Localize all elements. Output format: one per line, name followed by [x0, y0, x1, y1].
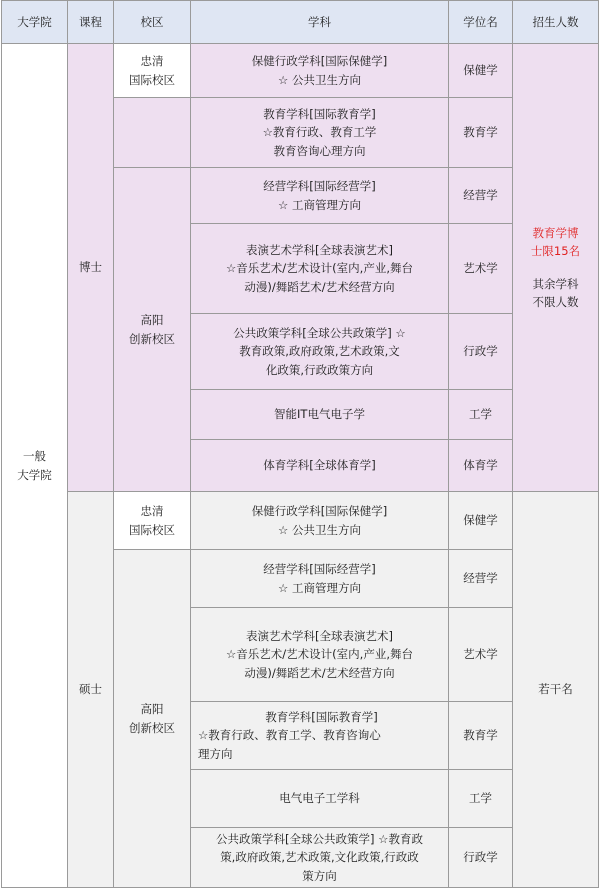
subject-cell [191, 168, 449, 224]
subject-line: ☆音乐艺术/艺术设计(室内,产业,舞台 [226, 261, 413, 276]
degree-cell: 艺术学 [449, 224, 513, 314]
graduate-school-cell [2, 44, 68, 888]
degree-cell: 体育学 [449, 440, 513, 492]
subject-line: 理方向 [198, 746, 233, 761]
quota-doctor-cell [513, 44, 599, 492]
subject-cell [191, 770, 449, 828]
campus-line: 创新校区 [129, 720, 175, 735]
header-subject: 学科 [191, 1, 449, 44]
subject-cell [191, 390, 449, 440]
admission-table [1, 0, 599, 888]
subject-line: ☆ 公共卫生方向 [278, 72, 361, 87]
campus-line: 忠清 [140, 504, 164, 519]
subject-line: 表演艺术学科[全球表演艺术] [246, 242, 393, 257]
subject-line: 策,政府政策,艺术政策,文化政策,行政政 [220, 850, 419, 865]
subject-cell [191, 550, 449, 608]
subject-line: 公共政策学科[全球公共政策学] ☆教育政 [216, 832, 423, 846]
subject-cell [191, 314, 449, 390]
subject-cell [191, 98, 449, 168]
subject-line: ☆ 公共卫生方向 [278, 522, 361, 537]
subject-line: ☆ 工商管理方向 [278, 197, 361, 212]
quota-master-cell: 若干名 [513, 492, 599, 888]
degree-cell: 教育学 [449, 702, 513, 770]
subject-cell [191, 702, 449, 770]
degree-cell: 艺术学 [449, 608, 513, 702]
degree-cell: 经营学 [449, 168, 513, 224]
subject-cell [191, 828, 449, 888]
subject-cell [191, 440, 449, 492]
quota-other-line: 不限人数 [532, 294, 579, 309]
header-quota: 招生人数 [513, 1, 599, 44]
subject-line: 体育学科[全球体育学] [263, 458, 376, 473]
campus-line: 国际校区 [129, 72, 175, 87]
degree-cell: 经营学 [449, 550, 513, 608]
degree-cell: 保健学 [449, 44, 513, 98]
course-master-cell: 硕士 [68, 492, 114, 888]
campus-cell [114, 492, 191, 550]
subject-line: ☆教育行政、教育工学 [262, 125, 377, 140]
subject-line: ☆ 工商管理方向 [278, 580, 361, 595]
campus-line: 高阳 [140, 702, 164, 717]
subject-line: 动漫)/舞蹈艺术/艺术经营方向 [244, 279, 395, 294]
campus-line: 高阳 [140, 313, 164, 328]
header-graduate-school: 大学院 [2, 1, 68, 44]
subject-line: 教育学科[国际教育学] [263, 106, 376, 121]
degree-cell: 工学 [449, 770, 513, 828]
subject-line: 经营学科[国际经营学] [263, 562, 376, 577]
course-doctor-cell: 博士 [68, 44, 114, 492]
campus-cell [114, 168, 191, 492]
subject-line: 教育咨询心理方向 [273, 143, 366, 158]
degree-cell: 工学 [449, 390, 513, 440]
subject-line: 动漫)/舞蹈艺术/艺术经营方向 [244, 665, 395, 680]
subject-line: 电气电子工学科 [279, 791, 360, 806]
subject-line: 策方向 [302, 868, 337, 883]
table-row [2, 492, 599, 550]
header-course: 课程 [68, 1, 114, 44]
subject-line: 化政策,行政政策方向 [265, 362, 374, 377]
subject-line: 保健行政学科[国际保健学] [251, 54, 388, 69]
campus-line: 创新校区 [129, 331, 175, 346]
campus-line: 国际校区 [129, 522, 175, 537]
subject-cell [191, 224, 449, 314]
quota-limit-line: 教育学博 [532, 225, 579, 240]
table-row [2, 44, 599, 98]
subject-line: 保健行政学科[国际保健学] [251, 504, 388, 519]
quota-limit-line: 士限15名 [530, 244, 581, 259]
subject-cell [191, 608, 449, 702]
quota-spacer [516, 261, 595, 275]
graduate-school-line: 大学院 [17, 467, 52, 482]
subject-line: ☆音乐艺术/艺术设计(室内,产业,舞台 [226, 647, 413, 662]
campus-cell-empty [114, 98, 191, 168]
header-row [2, 1, 599, 44]
subject-line: 教育学科[国际教育学] [265, 709, 378, 724]
subject-cell [191, 492, 449, 550]
subject-line: 经营学科[国际经营学] [263, 179, 376, 194]
degree-cell: 保健学 [449, 492, 513, 550]
header-campus: 校区 [114, 1, 191, 44]
campus-cell [114, 44, 191, 98]
campus-line: 忠清 [140, 54, 164, 69]
campus-cell [114, 550, 191, 888]
subject-line: 公共政策学科[全球公共政策学] ☆ [233, 325, 406, 340]
degree-cell: 行政学 [449, 314, 513, 390]
subject-line: 智能IT电气电子学 [274, 407, 365, 422]
graduate-school-line: 一般 [23, 449, 46, 464]
degree-cell: 教育学 [449, 98, 513, 168]
subject-cell [191, 44, 449, 98]
subject-line: ☆教育行政、教育工学、教育咨询心 [198, 728, 381, 743]
subject-line: 教育政策,政府政策,艺术政策,文 [239, 344, 400, 359]
quota-other-line: 其余学科 [532, 276, 579, 291]
header-degree: 学位名 [449, 1, 513, 44]
degree-cell: 行政学 [449, 828, 513, 888]
subject-line: 表演艺术学科[全球表演艺术] [246, 628, 393, 643]
